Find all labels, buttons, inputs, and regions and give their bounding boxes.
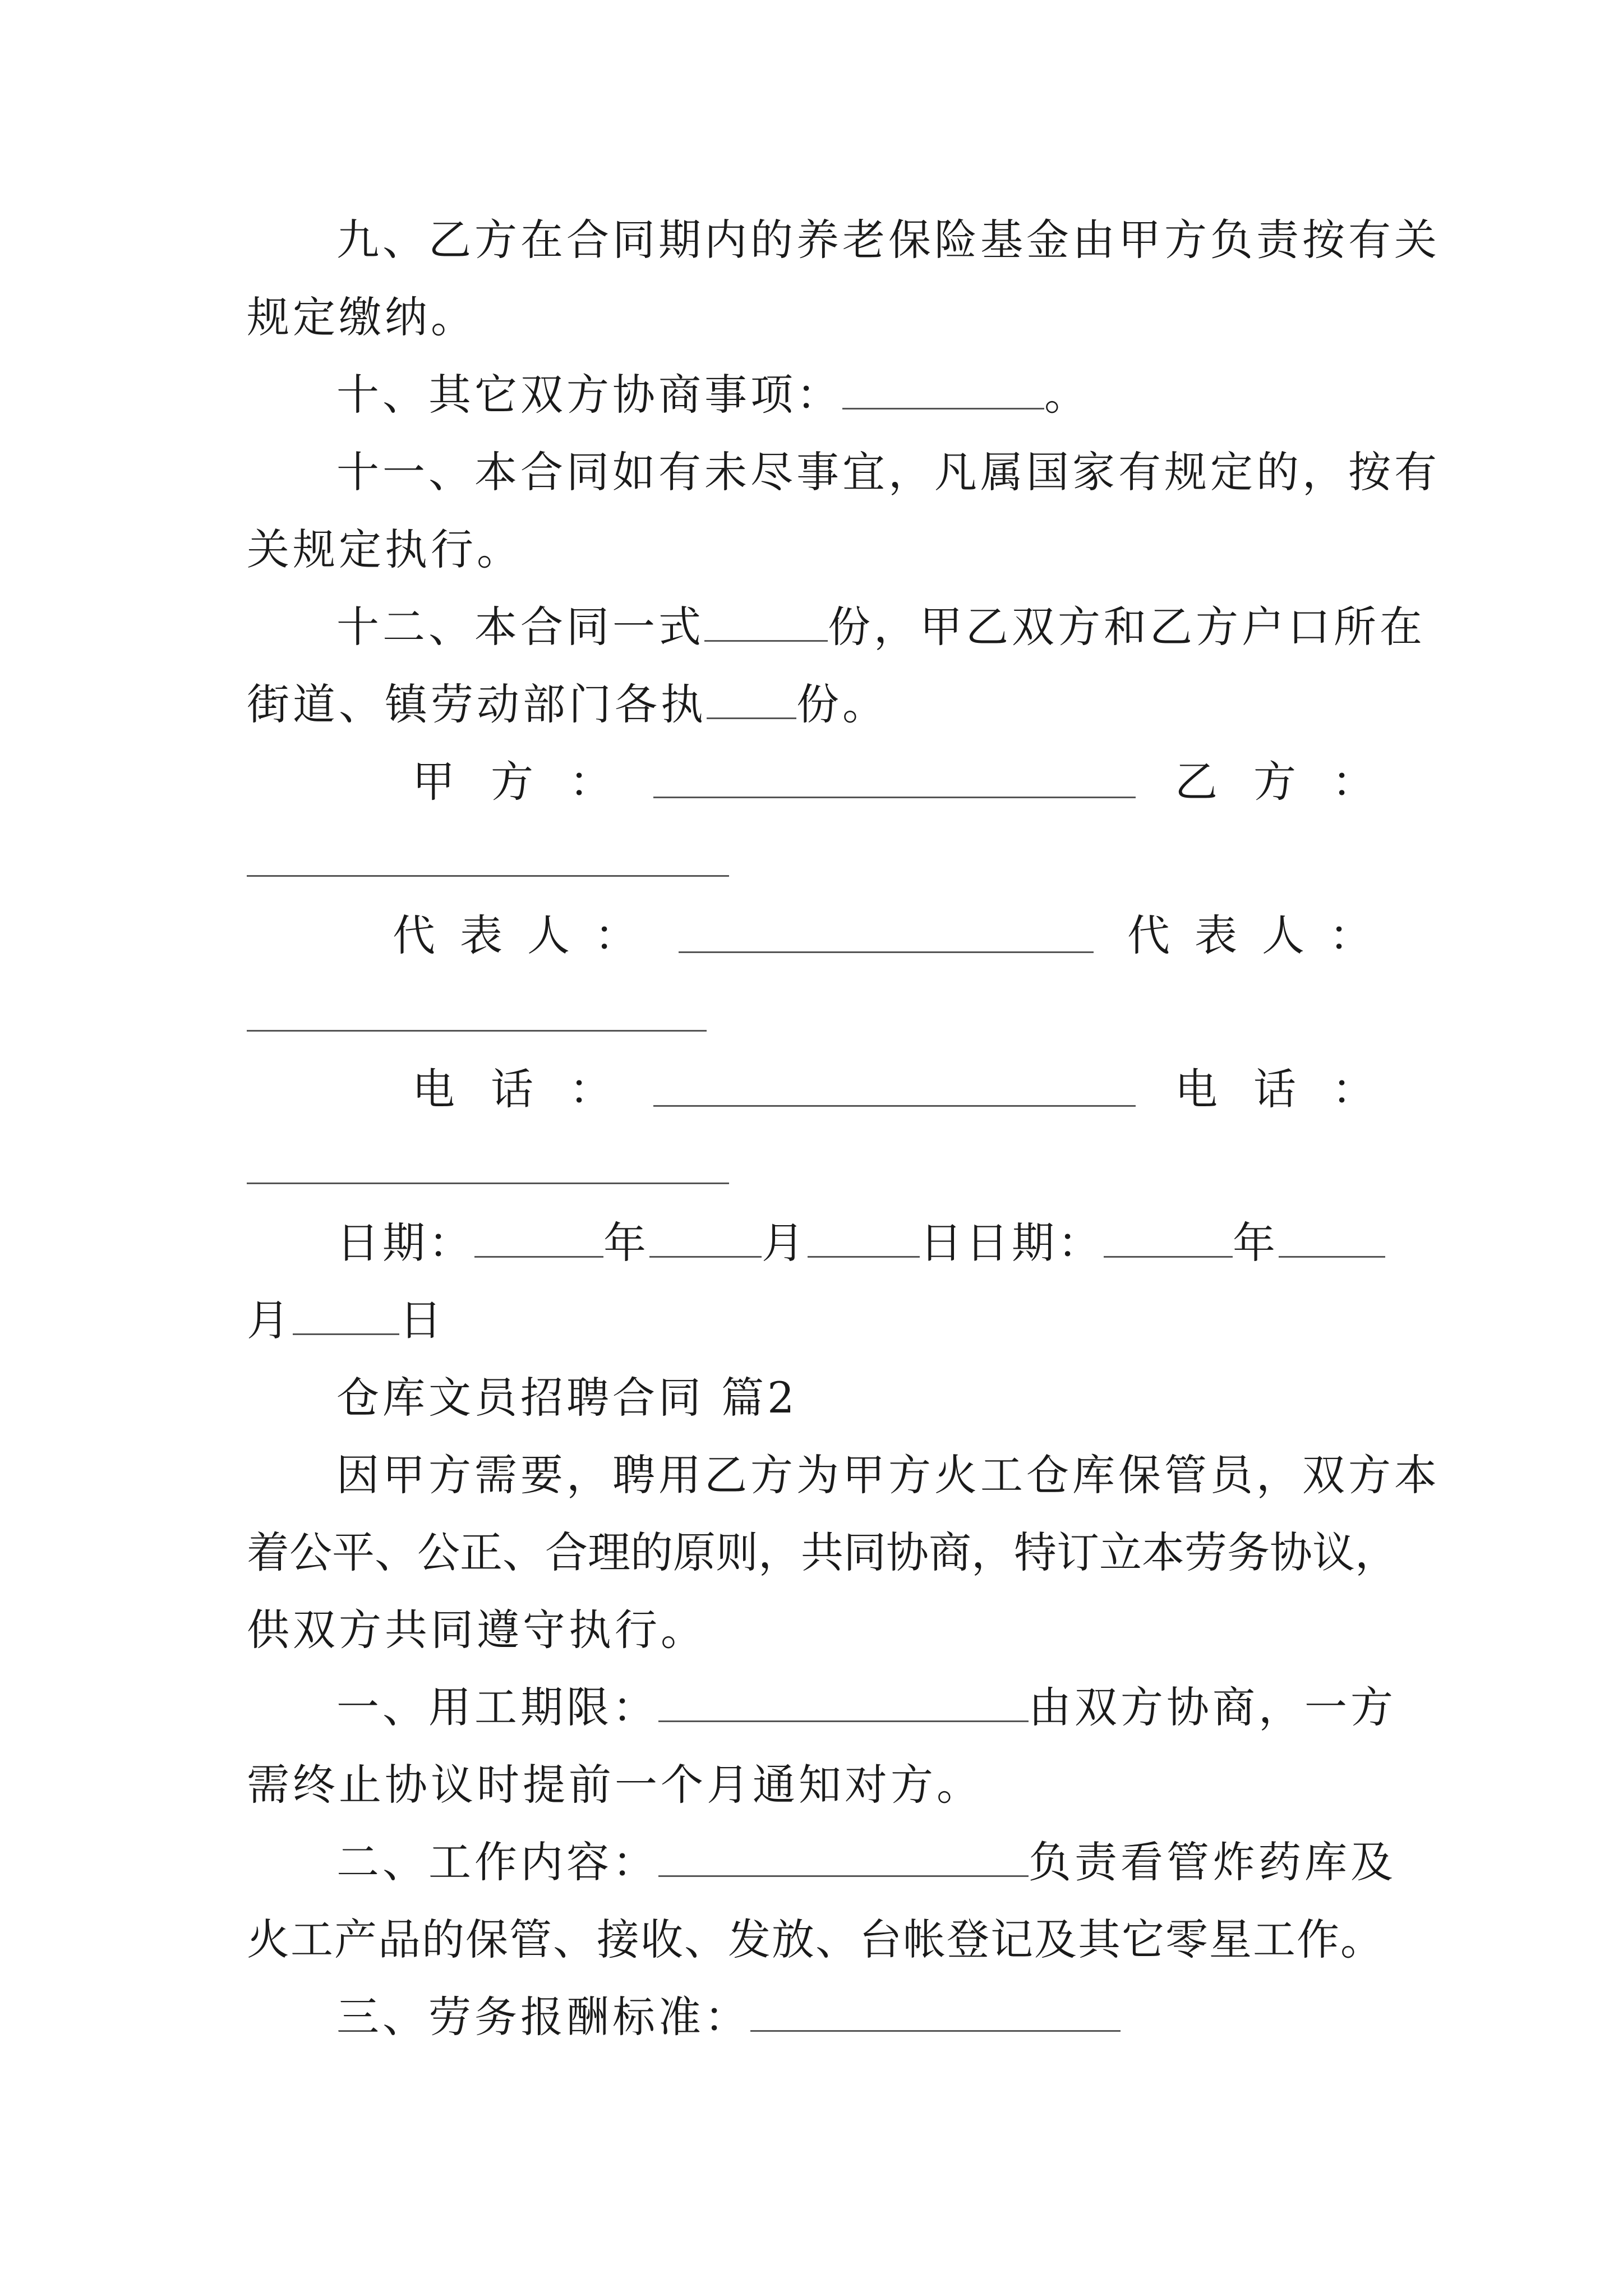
section-2-intro-line-2: 着公平、公正、合理的原则，共同协商，特订立本劳务协议， [247, 1527, 1398, 1577]
rep-a-label: 代表人： [393, 910, 662, 960]
party-b-blank[interactable] [247, 875, 729, 877]
clause-s2-2-line-1 [336, 1834, 1396, 1890]
clause-s2-1-line-2: 需终止协议时提前一个月通知对方。 [247, 1760, 983, 1810]
date-line-2 [247, 1292, 1391, 1349]
phone-b-blank[interactable] [247, 1182, 729, 1184]
pay-label: 三、劳务报酬标准： [336, 1992, 750, 2042]
clause-10-end: 。 [1044, 370, 1090, 420]
clause-12-line-1 [336, 599, 1426, 655]
rep-b-label: 代表人： [1127, 910, 1396, 960]
term-label: 一、用工期限： [336, 1682, 658, 1732]
date-a-day-blank[interactable] [808, 1217, 920, 1258]
section-2-intro-line-1: 因甲方需要，聘用乙方为甲方火工仓库保管员，双方本 [336, 1450, 1440, 1500]
clause-11-line-2: 关规定执行。 [247, 524, 523, 574]
pay-blank[interactable] [750, 1991, 1121, 2032]
date-b-month-blank[interactable] [1279, 1217, 1385, 1258]
clause-s2-3-line-1 [336, 1989, 1391, 2045]
date-b-year-blank[interactable] [1104, 1217, 1233, 1258]
section-2-heading: 仓库文员招聘合同 篇2 [336, 1373, 798, 1423]
phone-a-blank[interactable] [653, 1105, 1136, 1107]
date-b-day-blank[interactable] [293, 1294, 399, 1335]
date-a-month-label: 月 [762, 1218, 808, 1268]
party-b-label: 乙方： [1175, 757, 1410, 807]
clause-9-line-1: 九、乙方在合同期内的养老保险基金由甲方负责按有关 [336, 215, 1440, 265]
clause-10 [336, 367, 1391, 423]
date-a-month-blank[interactable] [649, 1217, 762, 1258]
phone-a-label: 电话： [412, 1064, 648, 1114]
copies-each-blank[interactable] [707, 678, 796, 719]
date-b-label: 日期： [966, 1218, 1104, 1268]
work-text: 负责看管炸药库及 [1029, 1837, 1396, 1887]
clause-12-text-c: 街道、镇劳动部门各执 [247, 679, 707, 729]
rep-b-blank[interactable] [247, 1030, 707, 1032]
term-blank[interactable] [658, 1681, 1029, 1722]
date-a-year-blank[interactable] [474, 1217, 603, 1258]
section-2-intro-line-3: 供双方共同遵守执行。 [247, 1605, 707, 1655]
term-text: 由双方协商，一方 [1029, 1682, 1396, 1732]
clause-12-text-d: 份。 [796, 679, 888, 729]
clause-11-line-1: 十一、本合同如有未尽事宜，凡属国家有规定的，按有 [336, 447, 1440, 497]
date-line-1 [336, 1215, 1391, 1271]
party-a-label: 甲方： [412, 757, 648, 807]
party-a-blank[interactable] [653, 797, 1136, 798]
date-b-month-label: 月 [247, 1295, 293, 1345]
work-blank[interactable] [658, 1836, 1029, 1877]
date-b-day-label: 日 [399, 1295, 445, 1345]
date-a-label: 日期： [336, 1218, 474, 1268]
copies-count-blank[interactable] [704, 601, 828, 642]
phone-b-label: 电话： [1175, 1064, 1410, 1114]
clause-10-label: 十、其它双方协商事项： [336, 370, 842, 420]
clause-s2-1-line-1 [336, 1680, 1396, 1736]
clause-12-text-a: 十二、本合同一式 [336, 602, 704, 652]
other-matters-blank[interactable] [842, 369, 1044, 409]
clause-12-text-b: 份，甲乙双方和乙方户口所在 [828, 602, 1426, 652]
date-b-year-label: 年 [1233, 1218, 1279, 1268]
rep-a-blank[interactable] [679, 951, 1094, 953]
clause-9-line-2: 规定缴纳。 [247, 292, 477, 342]
work-label: 二、工作内容： [336, 1837, 658, 1887]
date-a-year-label: 年 [603, 1218, 649, 1268]
date-a-day-label: 日 [920, 1218, 966, 1268]
clause-s2-2-line-2: 火工产品的保管、接收、发放、台帐登记及其它零星工作。 [247, 1915, 1384, 1964]
clause-12-line-2 [247, 677, 1391, 733]
